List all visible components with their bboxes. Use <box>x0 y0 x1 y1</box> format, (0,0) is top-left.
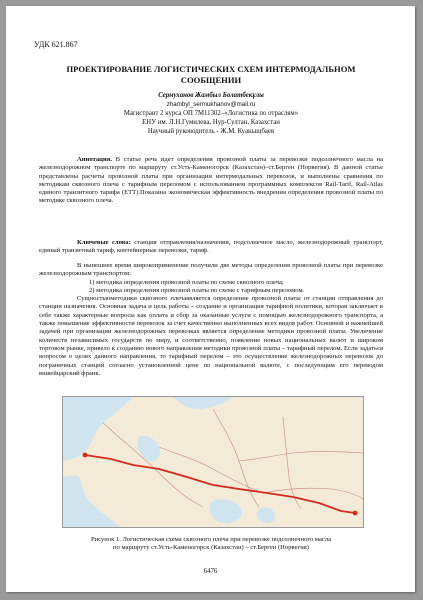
paper-page <box>6 6 415 592</box>
body-list-item-2: 2) методика определения провозной платы по схеме с тарифным переломом. <box>89 286 305 294</box>
page-number: 6476 <box>203 568 218 575</box>
figure-caption-line-1: Рисунок 1. Логистическая схема сквозного плеча при перевозке подсолнечного масла <box>90 536 332 543</box>
body-text <box>39 262 383 378</box>
abstract-label: Аннотация. <box>77 156 113 163</box>
author-name: Сермуханов Жамбыл Болатбекұлы <box>158 92 264 99</box>
body-paragraph-1: В нынешнее время широкоприменение получили две методы определения провозной платы при перевозке железнодорожным транспортом: <box>39 262 383 278</box>
author-block <box>66 91 356 136</box>
title-line-1: ПРОЕКТИРОВАНИЕ ЛОГИСТИЧЕСКИХ СХЕМ ИНТЕРМОДАЛЬНОМ <box>66 64 356 74</box>
keywords <box>39 239 383 256</box>
author-university: ЕНУ им. Л.Н.Гумилева, Нур-Султан, Казахстан <box>142 119 280 126</box>
figure-caption <box>36 536 386 553</box>
title-line-2: СООБЩЕНИИ <box>180 74 242 85</box>
author-supervisor: Научный руководитель - Ж.М. Куаныщбаев <box>147 128 275 135</box>
author-email: zhambyl_sermukhanov@mail.ru <box>166 101 256 108</box>
body-list-item-1: 1) методика определения провозной платы по схеме сквозного плеча; <box>89 278 284 286</box>
keywords-label: Ключевые слова: <box>77 239 131 246</box>
body-paragraph-2: Сущностьюметодики сквозного плечаявляется определение провозной платы от станции отправления до станции назначения. Основная задача и цель работы – создание и организация тарифной политики, которая заключает в себе также характерные вопросы как оплата и сбор за оказанные услуги с помощью железнодорожного транспорта, а также повышение эффективности перевозок за счет качественно выполненных всех видов работ. Основной и важнейшей задачей при организации железнодорожных перевозках является определение методики провозной платы. Увеличение количеств независимых государств по миру, и соответственно, появление новых национальных валют и широком торговом рынке, привело к созданию нового направления методики провозной платы – тарифный перелом. Если задаться вопросом о целях данного направления, то тарифный перелом – это осуществление железнодорожных перевозок до пограничных станций согласно установленной цене по национальной валюте, с последующим его переводом вшвейцарский франк. <box>39 295 383 377</box>
route-map-figure <box>62 396 364 528</box>
udk-code: УДК 621.867 <box>34 40 78 49</box>
author-position: Магистрант 2 курса ОП 7М11302–«Логистика по отраслям» <box>123 110 299 117</box>
abstract <box>39 156 383 206</box>
article-title <box>46 64 376 85</box>
ust-kamenogorsk-station-marker <box>353 511 358 516</box>
bergen-station-marker <box>83 453 88 458</box>
figure-caption-line-2: по маршруту ст.Усть-Каменогорск (Казахстан) – ст.Берген (Норвегия) <box>113 544 309 552</box>
abstract-text: В статье речь идет определения провозной платы за перевозки подсолнечного масла на железнодорожном транспорте по маршруту ст.Усть-Каменогорск (Казахстан)–ст.Берген (Норвегия). В данной статье представлены расчеты провозной платы при организации интермодальных перевозок, и выполнены сравнения по методикам сквозного плеча с тарифным переломом с использованием программных комплексов Rail-Tarif, Rail-Atlas единого транзитного тарифа (ЕТТ).Показана экономическая эффективность внедрения определения провозной платы по методике сквозного плеча. <box>39 156 383 205</box>
keywords-text: станция отправления/назначения, подсолнечное масло, железнодорожный транспорт, единый транзитный тариф, контейнерные перевозки, тариф. <box>39 239 383 255</box>
